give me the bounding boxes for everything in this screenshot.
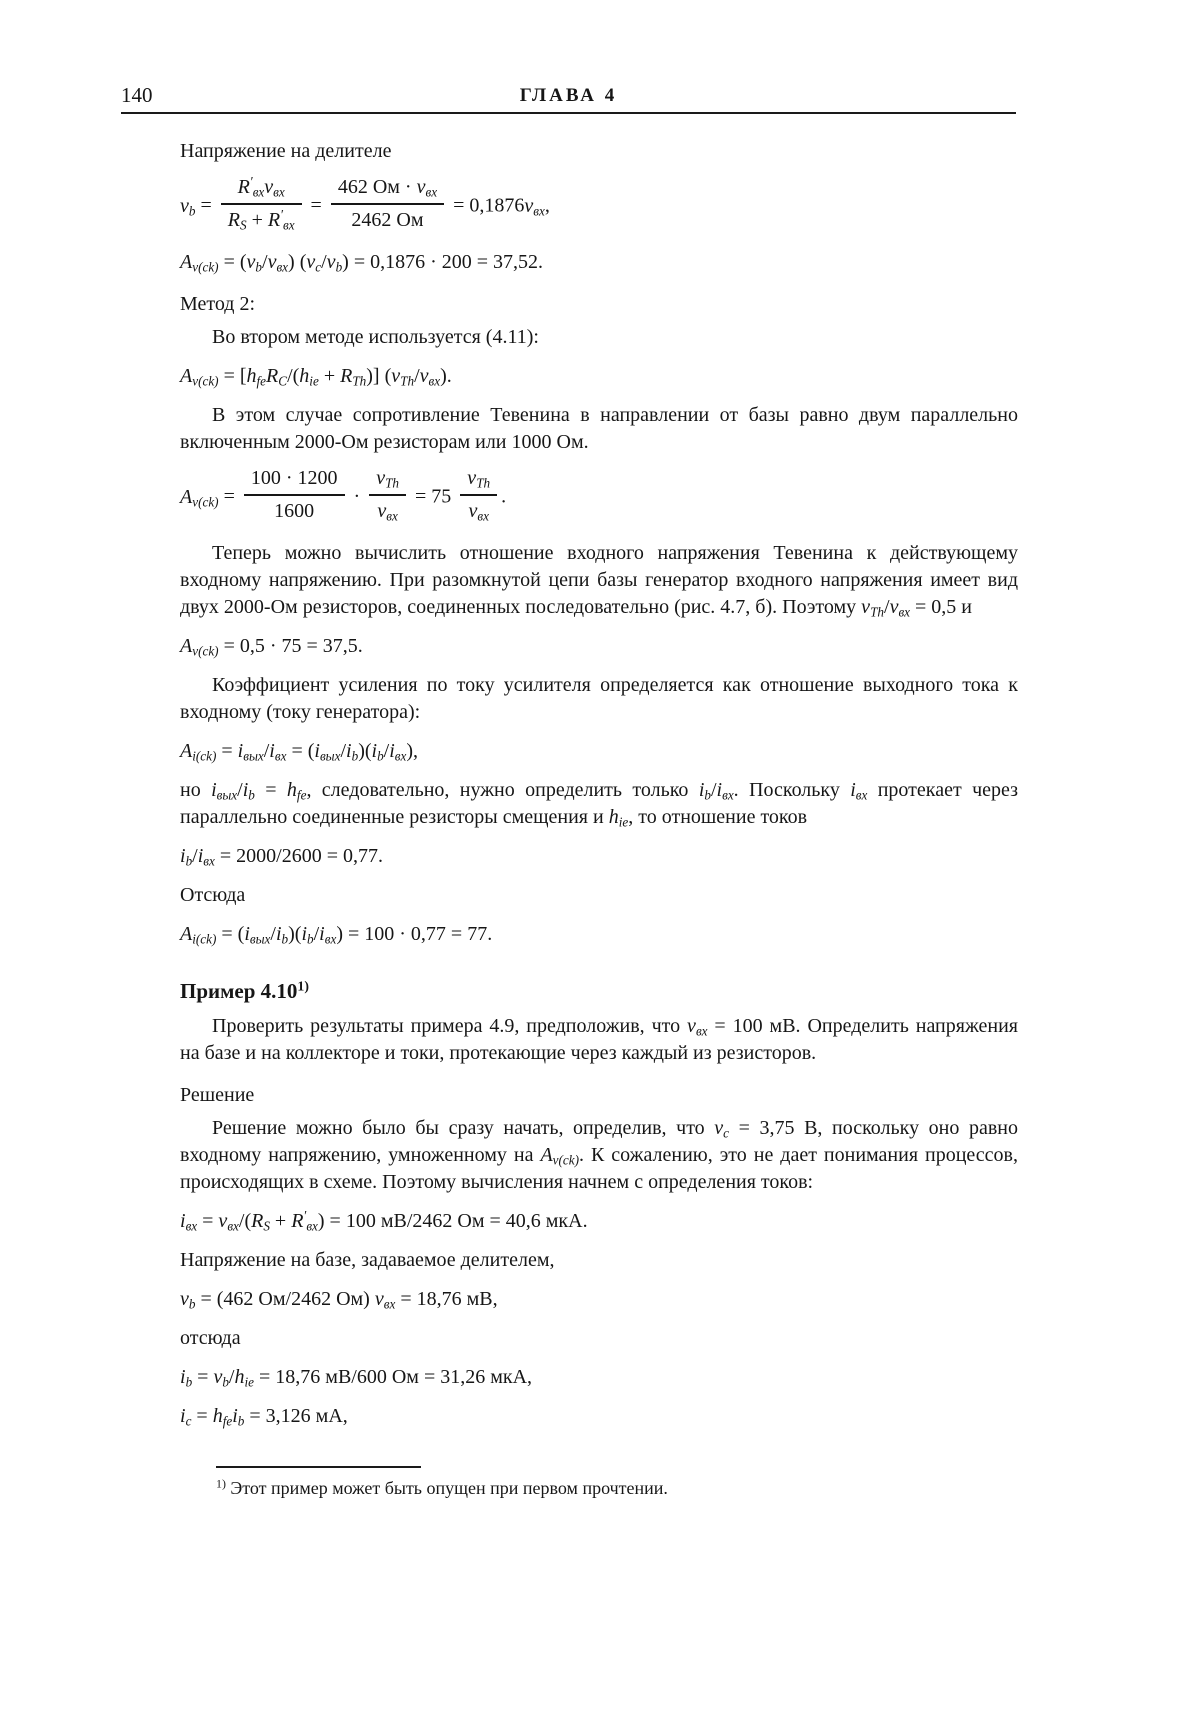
math-text: .	[501, 485, 507, 508]
math-text: =	[197, 1210, 219, 1232]
math-text: )(	[358, 740, 372, 762]
numerator	[331, 174, 444, 205]
math-var: $i_b$	[242, 779, 255, 803]
math-text: 100 · 1200	[250, 467, 338, 489]
math-var: $A_{v(ck)}$	[180, 251, 219, 275]
math-text: /	[313, 923, 320, 945]
math-text: но	[180, 779, 212, 801]
math-text: Пример 4.10	[180, 979, 298, 1003]
math-text: +	[269, 1210, 292, 1232]
math-text: ,	[544, 194, 550, 217]
math-text: /(	[238, 1210, 252, 1232]
paragraph	[180, 882, 1018, 909]
math-var: $i_b$	[180, 845, 193, 869]
math-text: /(	[287, 365, 300, 387]
math-text: /	[884, 596, 890, 618]
math-var: $h_{ie}$	[299, 365, 319, 389]
math-text: ) = 100 · 0,77 = 77.	[336, 923, 493, 945]
math-text: Метод 2:	[180, 293, 256, 315]
math-var: $v_{Th}$	[376, 467, 400, 491]
formula	[180, 1208, 1018, 1235]
paragraph	[180, 324, 1018, 351]
math-var: $i_b$	[371, 740, 384, 764]
running-head	[121, 80, 1016, 114]
math-var: $R_S$	[227, 209, 247, 233]
numerator	[369, 465, 406, 496]
math-text: /	[192, 845, 198, 867]
math-var: $v_{вх}$	[267, 251, 289, 275]
math-var: $R'_{вх}$	[237, 173, 265, 200]
fraction	[221, 174, 302, 234]
math-text: Напряжение на делителе	[180, 140, 392, 162]
subheading	[180, 291, 1018, 318]
math-var: $R_C$	[266, 365, 288, 389]
denominator	[369, 496, 406, 525]
math-var: $i_c$	[180, 1405, 192, 1429]
math-var: $v_{вх}$	[374, 1288, 396, 1312]
math-text: +	[246, 209, 268, 231]
numerator	[460, 465, 497, 496]
math-text: /	[263, 740, 270, 762]
math-text: /	[710, 779, 717, 801]
math-var: $v_{вх}$	[419, 365, 441, 389]
math-var: $i_{вх}$	[180, 1210, 198, 1234]
math-var: $A_{v(ck)}$	[180, 365, 219, 389]
math-text: В этом случае сопротивление Тевенина в направлении от базы равно двум параллельно включенным 2000-Ом резисторам или 1000 Ом.	[180, 404, 1018, 453]
paragraph	[180, 540, 1018, 621]
math-var: $i_{вых}$	[237, 740, 264, 764]
math-text: =	[218, 485, 240, 508]
math-var: $v_b$	[180, 1288, 196, 1312]
footnote	[180, 1466, 1018, 1500]
math-text: =	[195, 194, 217, 217]
math-var: $v_{вх}$	[377, 500, 398, 524]
math-var: $v_{вх}$	[889, 596, 911, 620]
math-var: $A_{i(ck)}$	[180, 923, 217, 947]
math-text: )(	[288, 923, 302, 945]
math-var: $h_{fe}$	[246, 365, 267, 389]
denominator	[221, 205, 302, 234]
math-var: $v_{вх}$	[687, 1015, 708, 1039]
paragraph	[180, 1325, 1018, 1352]
math-var: $v_b$	[213, 1366, 229, 1390]
math-var: $v_b$	[326, 251, 343, 275]
math-text: , следовательно, нужно определить только	[306, 779, 699, 801]
math-text: ),	[406, 740, 419, 762]
math-var: $v_{вх}$	[468, 500, 489, 524]
math-text: = [	[218, 365, 247, 387]
math-text: . Поскольку	[733, 779, 851, 801]
formula	[180, 1403, 1018, 1430]
math-var: $i_b$	[180, 1366, 193, 1390]
formula	[180, 173, 1018, 237]
subheading	[180, 1082, 1018, 1109]
paragraph	[180, 402, 1018, 456]
page-number: 140	[121, 83, 153, 107]
math-var: $h_{fe}$	[286, 779, 307, 803]
math-text: 2462 Ом	[351, 209, 424, 231]
math-text: ·	[348, 485, 366, 508]
math-var: $i_{вых}$	[244, 923, 271, 947]
formula	[180, 363, 1018, 390]
math-text: 1)	[297, 978, 309, 994]
fraction	[369, 465, 406, 525]
math-text: = 3,126 мА,	[244, 1405, 348, 1427]
math-text: /	[237, 779, 243, 801]
math-var: $v_{Th}$	[391, 365, 415, 389]
math-var: $v_b$	[180, 194, 196, 219]
math-text: = 3,75 В, поскольку оно равно входному напряжению, умноженному на	[180, 1117, 1018, 1166]
formula	[180, 468, 1018, 528]
math-text: 1600	[274, 500, 315, 522]
math-var: $v_{вх}$	[264, 176, 285, 200]
math-text: 462 Ом ·	[337, 176, 417, 198]
fraction	[460, 465, 497, 525]
math-text: =	[216, 740, 238, 762]
math-var: $i_{вх}$	[197, 845, 215, 869]
math-var: $v_{вх}$	[524, 194, 545, 219]
math-text: = 18,76 мВ/600 Ом = 31,26 мкА,	[254, 1366, 533, 1388]
math-text: Теперь можно вычислить отношение входного напряжения Тевенина к действующему входному напряжению. При разомкнутой цепи базы генератор входного напряжения имеет вид двух 2000-Ом резисторов, соединенных последовательно (рис. 4.7, б). Поэтому	[180, 542, 1018, 618]
math-text: = (	[216, 923, 245, 945]
math-text: = 0,1876	[448, 194, 525, 217]
math-text: =	[192, 1366, 214, 1388]
math-var: $R_{Th}$	[340, 365, 367, 389]
math-var: $v_{Th}$	[861, 596, 884, 620]
math-var: $R_S$	[251, 1210, 270, 1234]
math-var: $i_b$	[232, 1405, 245, 1429]
math-text: ) (	[288, 251, 307, 273]
math-var: $h_{ie}$	[608, 806, 629, 830]
math-var: $h_{ie}$	[234, 1366, 255, 1390]
math-text: = 18,76 мВ,	[395, 1288, 498, 1310]
math-text: Проверить результаты примера 4.9, предположив, что	[212, 1015, 688, 1037]
footnote-text	[180, 1476, 1018, 1500]
formula	[180, 1286, 1018, 1313]
math-var: $A_{v(ck)}$	[540, 1144, 579, 1168]
math-text: = (	[218, 251, 247, 273]
math-var: $i_{вх}$	[850, 779, 868, 803]
math-text: Этот пример может быть опущен при первом прочтении.	[225, 1478, 668, 1498]
math-var: $i_{вх}$	[269, 740, 287, 764]
math-var: $R'_{вх}$	[267, 206, 295, 233]
formula	[180, 633, 1018, 660]
denominator	[244, 496, 345, 525]
math-var: $v_{Th}$	[467, 467, 491, 491]
math-text: /	[228, 1366, 235, 1388]
math-text: = 100 мВ. Определить напряжения на базе и на коллекторе и токи, протекающие через каждый из резисторов.	[180, 1015, 1018, 1064]
math-text: отсюда	[180, 1327, 241, 1349]
fraction	[331, 174, 444, 234]
math-var: $R'_{вх}$	[291, 1207, 318, 1234]
chapter-title: ГЛАВА 4	[519, 85, 618, 106]
math-text: = 2000/2600 = 0,77.	[214, 845, 383, 867]
math-text: +	[318, 365, 341, 387]
math-text: ) = 0,1876 · 200 = 37,52.	[342, 251, 544, 273]
math-text: ).	[440, 365, 452, 387]
math-text: Решение можно было бы сразу начать, определив, что	[212, 1117, 715, 1139]
formula	[180, 921, 1018, 948]
math-var: $i_{вх}$	[716, 779, 734, 803]
footnote-rule	[216, 1466, 421, 1468]
math-var: $i_{вых}$	[211, 779, 238, 803]
math-var: $i_{вх}$	[319, 923, 337, 947]
math-text: /	[414, 365, 420, 387]
math-text: /	[383, 740, 390, 762]
math-text: ) = 100 мВ/2462 Ом = 40,6 мкА.	[317, 1210, 588, 1232]
math-text: = (462 Ом/2462 Ом)	[195, 1288, 375, 1310]
math-var: $v_c$	[306, 251, 322, 275]
math-var: $i_{вых}$	[314, 740, 341, 764]
math-text: /	[321, 251, 327, 273]
math-text: . К сожалению, это не дает понимания процессов, происходящих в схеме. Поэтому вычисления начнем с определения токов:	[180, 1144, 1018, 1193]
math-text: = 0,5 · 75 = 37,5.	[218, 635, 363, 657]
math-var: $h_{fe}$	[212, 1405, 233, 1429]
fraction	[244, 465, 345, 525]
denominator	[460, 496, 497, 525]
formula	[180, 1364, 1018, 1391]
page-body	[180, 138, 1018, 1500]
math-var: $i_b$	[698, 779, 711, 803]
math-var: $i_b$	[301, 923, 314, 947]
math-text: =	[305, 194, 327, 217]
math-text: /	[270, 923, 276, 945]
math-text: = 0,5 и	[910, 596, 973, 618]
math-var: $i_b$	[346, 740, 359, 764]
math-var: $v_b$	[246, 251, 262, 275]
math-text: Во втором методе используется (4.11):	[212, 326, 539, 348]
math-text: , то отношение токов	[628, 806, 808, 828]
math-text: = (	[286, 740, 315, 762]
math-text: = 75	[410, 485, 457, 508]
example-heading	[180, 978, 1018, 1005]
math-text: /	[340, 740, 347, 762]
paragraph	[180, 1247, 1018, 1274]
math-text: Отсюда	[180, 884, 246, 906]
formula	[180, 843, 1018, 870]
formula	[180, 249, 1018, 276]
math-text: Напряжение на базе, задаваемое делителем,	[180, 1249, 555, 1271]
math-var: $A_{v(ck)}$	[180, 635, 219, 659]
math-text: Решение	[180, 1084, 255, 1106]
math-var: $v_c$	[714, 1117, 730, 1141]
paragraph	[180, 1115, 1018, 1196]
denominator	[331, 205, 444, 234]
math-text: /	[262, 251, 268, 273]
math-text: =	[191, 1405, 213, 1427]
math-var: $i_{вх}$	[389, 740, 407, 764]
paragraph	[180, 138, 1018, 165]
numerator	[221, 174, 302, 205]
paragraph	[180, 1013, 1018, 1067]
math-var: $v_{вх}$	[218, 1210, 239, 1234]
math-text: )] (	[366, 365, 392, 387]
math-text: =	[254, 779, 287, 801]
paragraph	[180, 777, 1018, 831]
math-var: $A_{v(ck)}$	[180, 485, 219, 510]
math-text: Коэффициент усиления по току усилителя определяется как отношение выходного тока к входному (току генератора):	[180, 674, 1018, 723]
paragraph	[180, 672, 1018, 726]
math-text: протекает через параллельно соединенные резисторы смещения и	[180, 779, 1019, 828]
math-text: 1)	[216, 1476, 226, 1491]
formula	[180, 738, 1018, 765]
numerator	[244, 465, 345, 496]
math-var: $v_{вх}$	[416, 176, 438, 200]
math-var: $A_{i(ck)}$	[180, 740, 217, 764]
math-var: $i_b$	[275, 923, 289, 947]
